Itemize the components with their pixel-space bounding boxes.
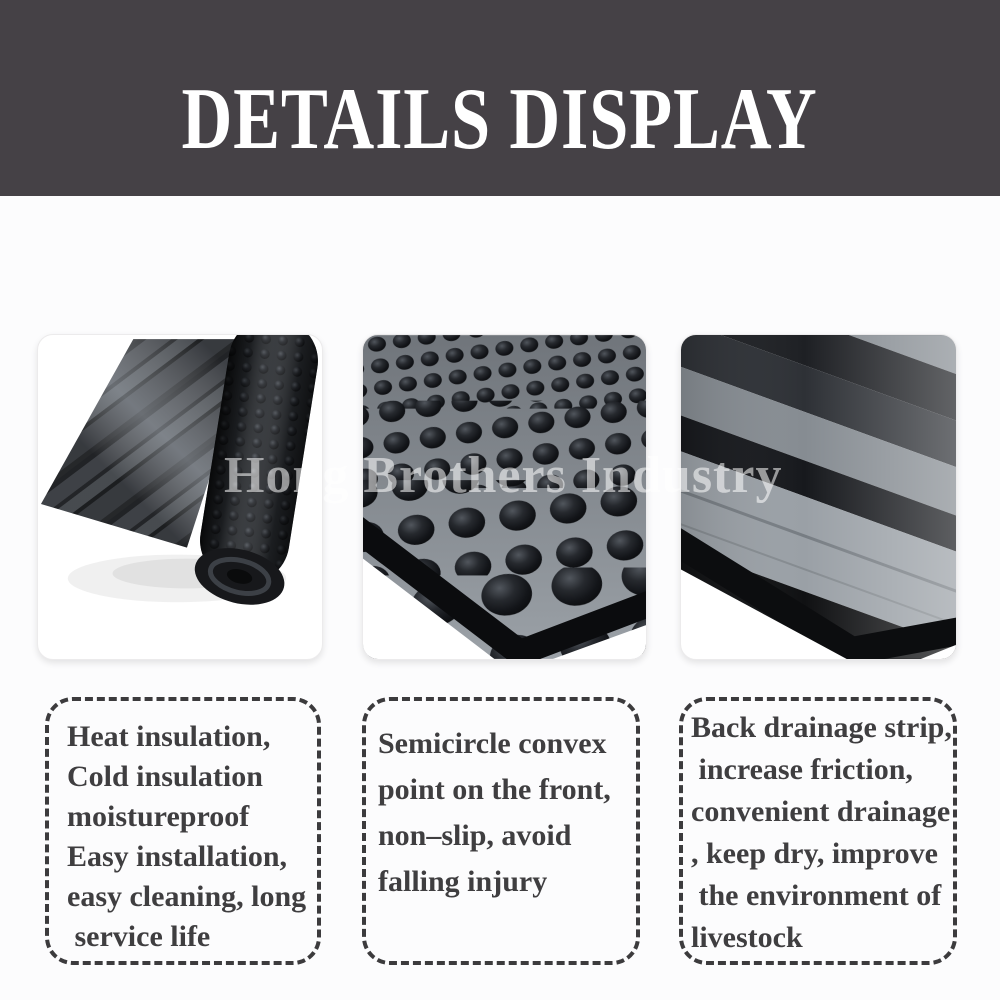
feature-box-nonslip bbox=[362, 697, 640, 965]
feature-line: Semicircle convex bbox=[378, 727, 607, 760]
feature-line: livestock bbox=[691, 921, 803, 954]
feature-line: easy cleaning, long bbox=[67, 880, 307, 913]
details-banner bbox=[0, 0, 1000, 196]
drainage-strips-photo bbox=[680, 334, 957, 660]
feature-line: convenient drainage bbox=[691, 795, 951, 828]
studded-surface-illustration bbox=[363, 335, 646, 659]
feature-line: falling injury bbox=[378, 865, 548, 898]
feature-line: Back drainage strip, bbox=[691, 711, 952, 744]
feature-box-insulation bbox=[45, 697, 321, 965]
feature-line: service life bbox=[67, 920, 211, 953]
feature-line: moistureproof bbox=[67, 800, 250, 833]
feature-line: point on the front, bbox=[378, 773, 611, 806]
feature-line: the environment of bbox=[691, 879, 942, 912]
drainage-strips-illustration bbox=[681, 335, 956, 659]
studded-surface-photo bbox=[362, 334, 647, 660]
page-title: DETAILS DISPLAY bbox=[181, 71, 819, 168]
feature-line: non–slip, avoid bbox=[378, 819, 572, 852]
feature-line: Easy installation, bbox=[67, 840, 288, 873]
feature-line: increase friction, bbox=[691, 753, 913, 786]
feature-line: Cold insulation bbox=[67, 760, 263, 793]
feature-line: , keep dry, improve bbox=[691, 837, 938, 870]
rolled-mat-photo bbox=[37, 334, 323, 660]
feature-box-drainage bbox=[679, 697, 957, 965]
rolled-mat-illustration bbox=[38, 335, 322, 659]
feature-line: Heat insulation, bbox=[67, 720, 271, 753]
brand-watermark: Hong Brothers Industry bbox=[224, 447, 783, 504]
